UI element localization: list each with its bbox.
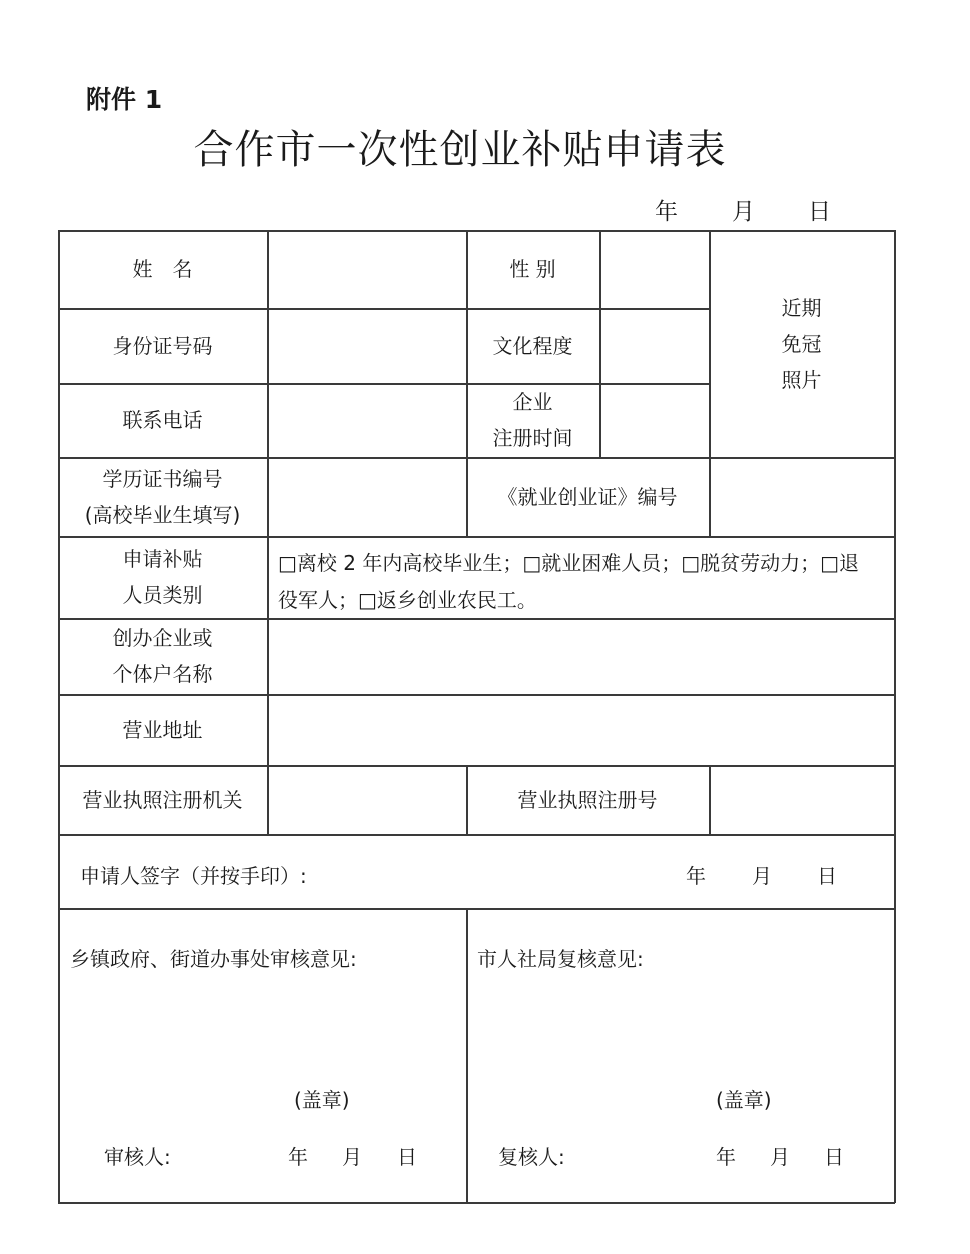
company-reg-time-field[interactable]	[600, 384, 708, 457]
town-reviewer-label: 审核人:	[104, 1145, 171, 1169]
phone-label: 联系电话	[122, 408, 203, 432]
id-number-field[interactable]	[268, 309, 465, 383]
license-authority-label: 营业执照注册机关	[82, 787, 243, 812]
phone-field[interactable]	[268, 384, 465, 457]
photo-label-line2: 免冠	[781, 331, 822, 356]
city-seal: (盖章)	[716, 1088, 772, 1112]
photo-placeholder[interactable]	[709, 230, 894, 457]
category-label-line2: 人员类别	[122, 583, 203, 607]
category-label-line1: 申请补贴	[122, 547, 203, 571]
signature-month: 月	[752, 864, 772, 888]
town-seal: (盖章)	[294, 1088, 350, 1112]
business-address-label: 营业地址	[122, 717, 203, 742]
company-name-line2: 个体户名称	[112, 662, 213, 686]
company-reg-time-line1: 企业	[512, 390, 553, 414]
city-review-opinion-field[interactable]	[477, 980, 887, 1070]
license-authority-field[interactable]	[268, 766, 465, 834]
photo-label-line1: 近期	[781, 295, 822, 320]
gender-field[interactable]	[600, 231, 708, 308]
city-review-label: 市人社局复核意见:	[477, 947, 644, 971]
education-label: 文化程度	[492, 333, 573, 358]
town-review-label: 乡镇政府、街道办事处审核意见:	[70, 947, 357, 971]
diploma-label-line1: 学历证书编号	[102, 466, 223, 491]
photo-label-line3: 照片	[781, 367, 822, 392]
signature-day: 日	[817, 864, 837, 888]
applicant-signature-label: 申请人签字（并按手印）:	[80, 864, 307, 888]
name-field[interactable]	[268, 231, 465, 308]
company-reg-time-line2: 注册时间	[492, 426, 573, 450]
city-review-month: 月	[770, 1145, 790, 1169]
company-name-line1: 创办企业或	[112, 626, 213, 650]
business-address-field[interactable]	[268, 695, 893, 765]
employment-cert-label: 《就业创业证》编号	[497, 484, 678, 509]
town-review-month: 月	[342, 1145, 362, 1169]
license-number-field[interactable]	[710, 766, 893, 834]
company-name-field[interactable]	[268, 619, 893, 694]
category-options[interactable]	[278, 545, 888, 619]
employment-cert-field[interactable]	[710, 458, 893, 536]
attachment-label: 附件 1	[86, 85, 163, 114]
header-date-month: 月	[732, 199, 755, 225]
town-review-year: 年	[288, 1145, 308, 1169]
name-label: 姓 名	[132, 257, 193, 281]
education-field[interactable]	[600, 309, 708, 383]
town-review-day: 日	[397, 1145, 417, 1169]
header-date-year: 年	[655, 199, 678, 225]
id-number-label: 身份证号码	[112, 333, 213, 358]
diploma-number-label	[58, 457, 267, 536]
license-number-label: 营业执照注册号	[517, 787, 658, 812]
header-date-day: 日	[808, 199, 831, 225]
gender-label: 性 别	[509, 257, 556, 281]
city-reviewer-label: 复核人:	[498, 1145, 565, 1169]
signature-year: 年	[686, 864, 706, 888]
city-review-year: 年	[716, 1145, 736, 1169]
diploma-number-field[interactable]	[268, 458, 465, 536]
page-title: 合作市一次性创业补贴申请表	[193, 127, 727, 173]
diploma-label-line2: (高校毕业生填写)	[84, 502, 241, 527]
company-reg-time-label	[466, 383, 599, 457]
category-options-line2[interactable]: 役军人；□返乡创业农民工。	[278, 588, 537, 612]
category-options-line1[interactable]: □离校 2 年内高校毕业生；□就业困难人员；□脱贫劳动力；□退	[278, 551, 860, 575]
city-review-day: 日	[824, 1145, 844, 1169]
town-review-opinion-field[interactable]	[70, 980, 455, 1070]
company-name-label	[58, 618, 267, 694]
category-label	[58, 536, 267, 618]
applicant-signature-field[interactable]	[330, 850, 670, 895]
